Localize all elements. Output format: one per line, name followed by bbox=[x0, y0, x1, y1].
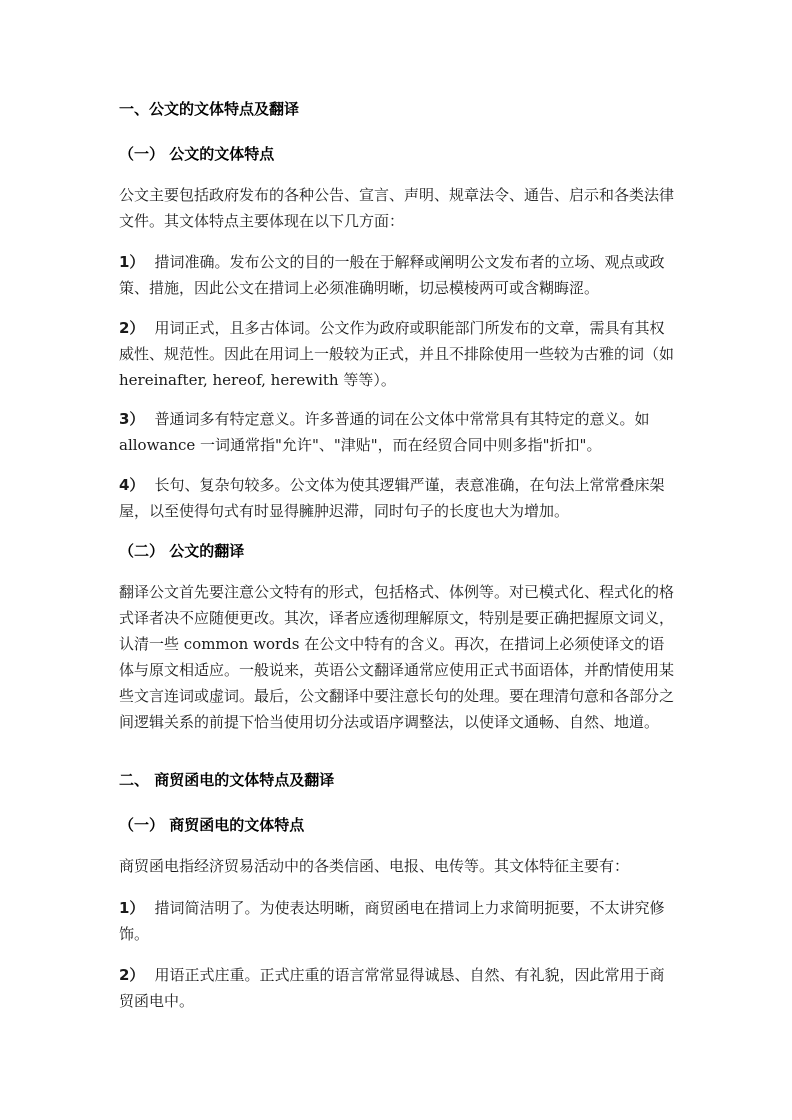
section-2-heading: 二、 商贸函电的文体特点及翻译 bbox=[119, 771, 335, 789]
point-6-text: 用语正式庄重。正式庄重的语言常常显得诚恳、自然、有礼貌，因此常用于商贸函电中。 bbox=[119, 966, 665, 1010]
section-1-sub-1-heading: （一） 公文的文体特点 bbox=[119, 145, 275, 163]
point-4-text: 长句、复杂句较多。公文体为使其逻辑严谨，表意准确，在句法上常常叠床架屋，以至使得句式有时显得臃肿迟滞，同时句子的长度也大为增加。 bbox=[119, 476, 665, 520]
section-1-sub-1-intro: 公文主要包括政府发布的各种公告、宣言、声明、规章法令、通告、启示和各类法律文件。其文体特点主要体现在以下几方面： bbox=[119, 186, 675, 230]
point-5-number: 1） bbox=[119, 899, 145, 917]
section-2-sub-1-intro: 商贸函电指经济贸易活动中的各类信函、电报、电传等。其文体特征主要有： bbox=[119, 857, 630, 875]
point-4 bbox=[119, 472, 679, 524]
point-2-number: 2） bbox=[119, 319, 145, 337]
point-5 bbox=[119, 895, 679, 947]
point-1-number: 1） bbox=[119, 253, 145, 271]
section-1-sub-2-body: 翻译公文首先要注意公文特有的形式，包括格式、体例等。对已模式化、程式化的格式译者决不应随便更改。其次，译者应透彻理解原文，特别是要正确把握原文词义，认清一些 common words 在公文中特有的含义。再次，在措词上必须使译文的语体与原文相适应。一般说来，英语公文翻译通常应使用正式书面语体，并酌情使用某些文言连词或虚词。最后，公文翻译中要注意长句的处理。要在理清句意和各部分之间逻辑关系的前提下恰当使用切分法或语序调整法，以使译文通畅、自然、地道。 bbox=[119, 583, 675, 731]
point-3 bbox=[119, 406, 679, 458]
section-1-sub-2-heading: （二） 公文的翻译 bbox=[119, 542, 245, 560]
point-5-text: 措词简洁明了。为使表达明晰，商贸函电在措词上力求简明扼要，不太讲究修饰。 bbox=[119, 899, 665, 943]
section-1-heading: 一、公文的文体特点及翻译 bbox=[119, 100, 300, 118]
point-1-text: 措词准确。发布公文的目的一般在于解释或阐明公文发布者的立场、观点或政策、措施，因此公文在措词上必须准确明晰，切忌模棱两可或含糊晦涩。 bbox=[119, 253, 665, 297]
point-1 bbox=[119, 249, 679, 301]
point-6-number: 2） bbox=[119, 966, 145, 984]
point-3-number: 3） bbox=[119, 410, 145, 428]
point-2-text: 用词正式，且多古体词。公文作为政府或职能部门所发布的文章，需具有其权威性、规范性。因此在用词上一般较为正式，并且不排除使用一些较为古雅的词（如 hereinafter, hereof, herewith 等等）。 bbox=[119, 319, 675, 389]
point-3-text: 普通词多有特定意义。许多普通的词在公文体中常常具有其特定的意义。如 allowance 一词通常指"允许"、"津贴"，而在经贸合同中则多指"折扣"。 bbox=[119, 410, 650, 454]
point-4-number: 4） bbox=[119, 476, 145, 494]
point-2 bbox=[119, 315, 679, 393]
section-2-sub-1-heading: （一） 商贸函电的文体特点 bbox=[119, 816, 305, 834]
point-6 bbox=[119, 962, 679, 1014]
